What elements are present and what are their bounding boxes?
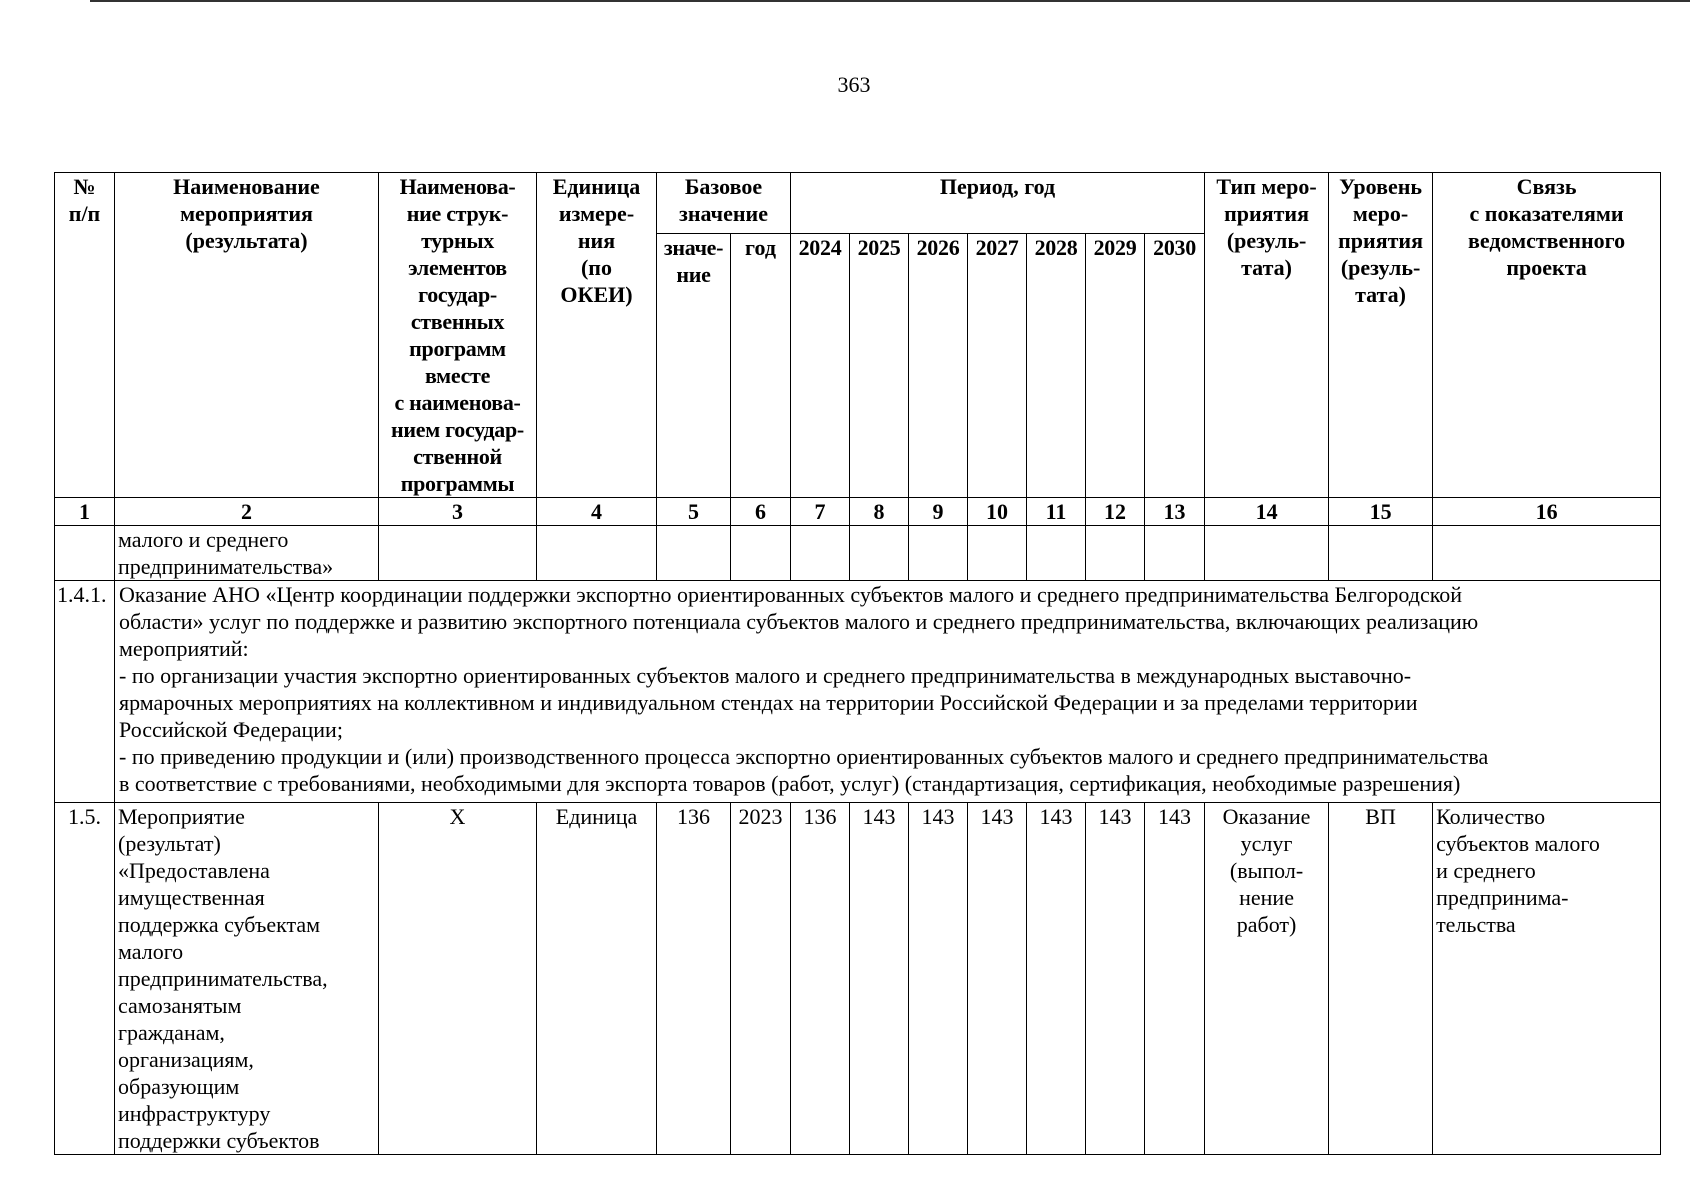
- row-1-5-code: 1.5.: [55, 803, 115, 1155]
- header-base-group: Базовое значение: [657, 173, 791, 234]
- row-1-5-measure-level: ВП: [1329, 803, 1433, 1155]
- row-1-5-measure-type: Оказание услуг (выпол- нение работ): [1205, 803, 1329, 1155]
- row-1-5-unit: Единица: [537, 803, 657, 1155]
- column-number: 16: [1433, 498, 1661, 526]
- column-number: 7: [791, 498, 850, 526]
- column-number: 14: [1205, 498, 1329, 526]
- empty-cell: [968, 526, 1027, 581]
- header-year-2025: 2025: [850, 233, 909, 497]
- header-measure-level: Уровень меро- приятия (резуль- тата): [1329, 173, 1433, 498]
- column-number: 12: [1086, 498, 1145, 526]
- empty-cell: [1433, 526, 1661, 581]
- empty-cell: [1145, 526, 1205, 581]
- column-number: 2: [115, 498, 379, 526]
- column-number: 3: [379, 498, 537, 526]
- header-measure-type: Тип меро- приятия (резуль- тата): [1205, 173, 1329, 498]
- page-number: 363: [837, 72, 871, 97]
- continuation-measure-name: малого и среднего предпринимательства»: [115, 526, 379, 581]
- header-year-2029: 2029: [1086, 233, 1145, 497]
- header-year-2026: 2026: [909, 233, 968, 497]
- column-number: 8: [850, 498, 909, 526]
- row-1-5-base-value: 136: [657, 803, 731, 1155]
- row-1-5-measure-name: Мероприятие (результат) «Предоставлена имущественная поддержка субъектам малого предпринимательства, самозанятым гражданам, организациям, образующим инфраструктуру поддержки субъектов: [115, 803, 379, 1155]
- row-1-5-structural-element: X: [379, 803, 537, 1155]
- row-1-4-1: [55, 581, 1661, 803]
- empty-cell: [909, 526, 968, 581]
- continuation-row: [55, 526, 1661, 581]
- row-1-5-value-2029: 143: [1086, 803, 1145, 1155]
- empty-cell: [1329, 526, 1433, 581]
- continuation-index-cell: [55, 526, 115, 581]
- header-period-group: Период, год: [791, 173, 1205, 234]
- column-number: 5: [657, 498, 731, 526]
- empty-cell: [850, 526, 909, 581]
- header-base-value: значе- ние: [657, 233, 731, 497]
- header-structural-elements: Наименова- ние струк- турных элементов государ- ственных программ вместе с наименова- нием государ- ственной программы: [379, 173, 537, 498]
- row-1-5-value-2027: 143: [968, 803, 1027, 1155]
- top-rule: [90, 0, 1690, 2]
- column-number: 10: [968, 498, 1027, 526]
- header-year-2028: 2028: [1027, 233, 1086, 497]
- empty-cell: [657, 526, 731, 581]
- column-number: 13: [1145, 498, 1205, 526]
- column-number: 4: [537, 498, 657, 526]
- empty-cell: [537, 526, 657, 581]
- row-1-5-value-2030: 143: [1145, 803, 1205, 1155]
- column-number: 9: [909, 498, 968, 526]
- header-unit: Единица измере- ния (по ОКЕИ): [537, 173, 657, 498]
- empty-cell: [1205, 526, 1329, 581]
- measures-table: [54, 172, 1661, 1155]
- row-1-4-1-description: Оказание АНО «Центр координации поддержки экспортно ориентированных субъектов малого и среднего предпринимательства Белгородской области» услуг по поддержке и развитию экспортного потенциала субъектов малого и среднего предпринимательства, включающих реализацию мероприятий: - по организации участия экспортно ориентированных субъектов малого и среднего предпринимательства в международных выставочно- ярмарочных мероприятиях на коллективном и индивидуальном стендах на территории Российской Федерации и за пределами территории Российской Федерации; - по приведению продукции и (или) производственного процесса экспортно ориентированных субъектов малого и среднего предпринимательства в соответствие с требованиями, необходимыми для экспорта товаров (работ, услуг) (стандартизация, сертификация, необходимые разрешения): [115, 581, 1661, 803]
- header-year-2024: 2024: [791, 233, 850, 497]
- column-number: 15: [1329, 498, 1433, 526]
- header-row-1: [55, 173, 1661, 234]
- row-1-5-value-2025: 143: [850, 803, 909, 1155]
- column-number: 6: [731, 498, 791, 526]
- header-year-2030: 2030: [1145, 233, 1205, 497]
- row-1-5-value-2024: 136: [791, 803, 850, 1155]
- column-numbers-row: [55, 498, 1661, 526]
- empty-cell: [731, 526, 791, 581]
- empty-cell: [1086, 526, 1145, 581]
- row-1-5: [55, 803, 1661, 1155]
- header-year-2027: 2027: [968, 233, 1027, 497]
- empty-cell: [791, 526, 850, 581]
- column-number: 11: [1027, 498, 1086, 526]
- row-1-5-base-year: 2023: [731, 803, 791, 1155]
- header-base-year: год: [731, 233, 791, 497]
- header-link-indicators: Связь с показателями ведомственного проекта: [1433, 173, 1661, 498]
- header-index: № п/п: [55, 173, 115, 498]
- row-1-5-value-2026: 143: [909, 803, 968, 1155]
- header-measure-name: Наименование мероприятия (результата): [115, 173, 379, 498]
- row-1-5-value-2028: 143: [1027, 803, 1086, 1155]
- column-number: 1: [55, 498, 115, 526]
- row-1-4-1-code: 1.4.1.: [55, 581, 115, 803]
- empty-cell: [1027, 526, 1086, 581]
- row-1-5-link-indicators: Количество субъектов малого и среднего предпринима- тельства: [1433, 803, 1661, 1155]
- empty-cell: [379, 526, 537, 581]
